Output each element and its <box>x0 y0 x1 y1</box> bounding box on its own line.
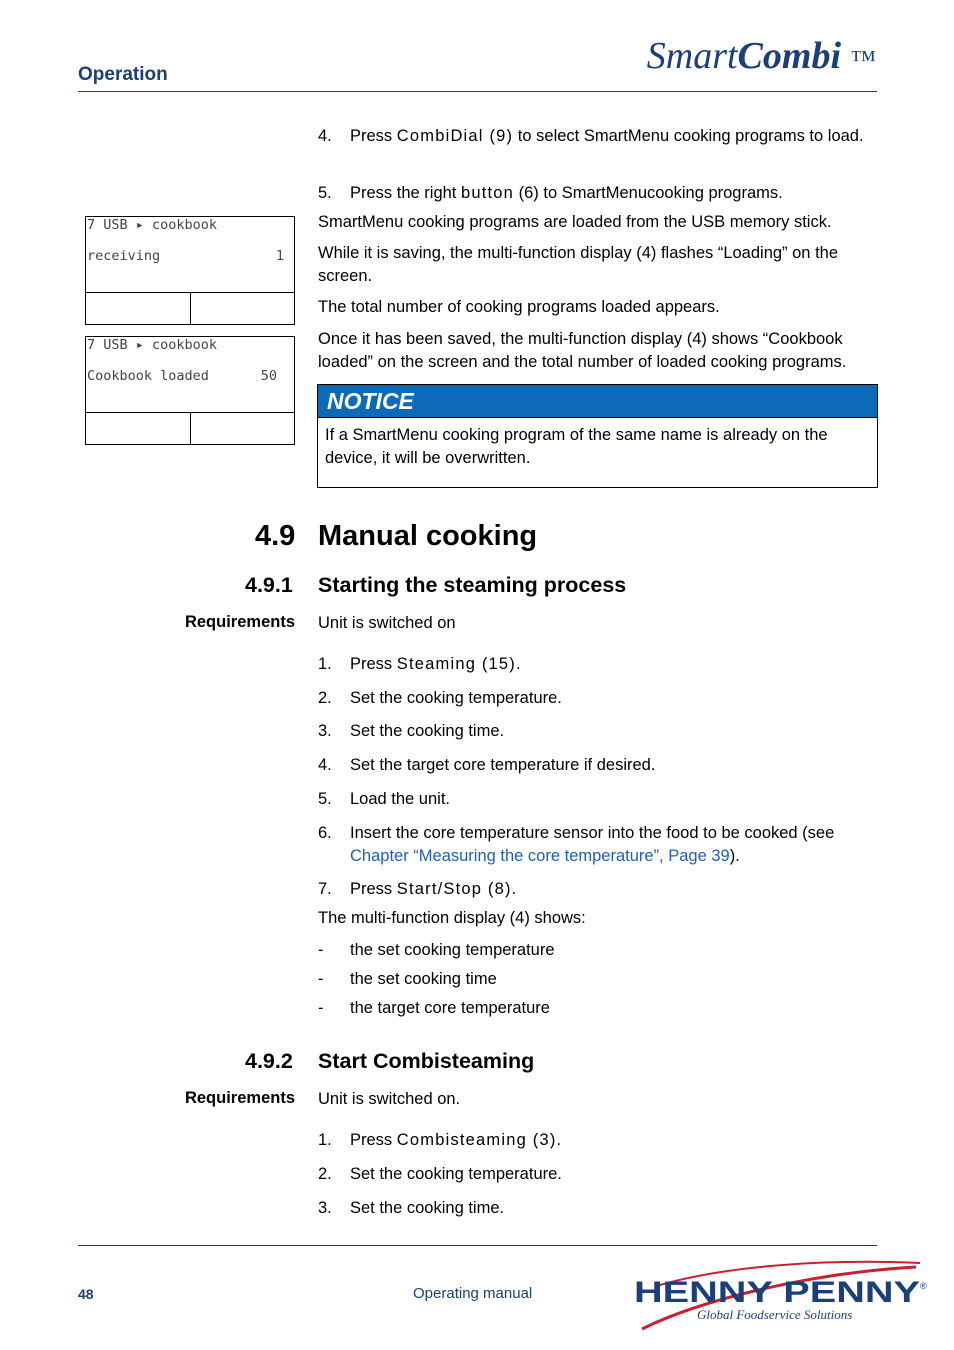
logo-registered-mark: ® <box>920 1281 927 1291</box>
step-text: Set the cooking time. <box>350 722 505 740</box>
step-item <box>318 653 878 676</box>
step-number: 2. <box>318 1165 332 1183</box>
display-line-2-label: Cookbook loaded <box>87 368 209 384</box>
bullet-text: the set cooking time <box>350 970 497 988</box>
subsection-number: 4.9.1 <box>245 573 293 597</box>
section-number: 4.9 <box>255 520 296 552</box>
subsection-title: Start Combisteaming <box>318 1049 535 1073</box>
requirements-label: Requirements <box>184 1089 295 1107</box>
result-text: The multi-function display (4) shows: <box>318 909 586 927</box>
display-line-1: 7 USB ▸ cookbook <box>87 337 218 353</box>
step-number: 6. <box>318 824 332 842</box>
step-item <box>318 822 878 867</box>
brand-title <box>647 34 876 78</box>
key-name: button <box>460 184 515 202</box>
bullet-marker: - <box>318 941 324 959</box>
section-title: Manual cooking <box>318 520 538 552</box>
step-text: Insert the core temperature sensor into the food to be cooked (see Chapter “Measuring the core temperature”, Page 39). <box>350 824 835 865</box>
softkey-right <box>190 293 295 324</box>
bullet-item <box>318 997 878 1020</box>
step-text: Load the unit. <box>350 790 450 808</box>
step-text: Press Start/Stop (8). <box>350 880 518 898</box>
display-line-2-value: 50 <box>260 368 277 384</box>
logo-tagline: Global Foodservice Solutions <box>697 1307 853 1322</box>
step-number: 1. <box>318 655 332 673</box>
display-screen <box>86 337 294 413</box>
step-text: Set the cooking temperature. <box>350 689 562 707</box>
step-item <box>318 878 878 901</box>
subsection-number: 4.9.2 <box>245 1049 293 1073</box>
display-softkeys <box>86 293 294 324</box>
display-receiving <box>85 216 295 325</box>
step-item <box>318 788 878 811</box>
display-screen <box>86 217 294 293</box>
brand-smart: Smart <box>646 35 738 77</box>
step-number: 7. <box>318 880 332 898</box>
subsection-title: Starting the steaming process <box>318 573 627 597</box>
step-number: 4. <box>318 756 332 774</box>
step-number: 3. <box>318 722 332 740</box>
smartmenu-step-5 <box>318 182 878 205</box>
display-line-2-label: receiving <box>87 248 161 264</box>
chapter-link[interactable]: Chapter “Measuring the core temperature”, Page 39 <box>350 846 730 865</box>
key-name: Steaming (15). <box>396 655 522 673</box>
display-line-2-value: 1 <box>275 248 284 264</box>
brand-combi: Combi <box>737 35 842 77</box>
key-name: Start/Stop (8). <box>396 880 518 898</box>
step-item <box>318 1197 878 1220</box>
step-number: 2. <box>318 689 332 707</box>
display-softkeys <box>86 413 294 444</box>
bullet-marker: - <box>318 999 324 1017</box>
henny-penny-logo <box>630 1255 930 1335</box>
bullet-text: the set cooking temperature <box>350 941 555 959</box>
bullet-item <box>318 939 878 962</box>
requirements-text: Unit is switched on <box>318 614 456 632</box>
step-item <box>318 720 878 743</box>
step-text: Press Combisteaming (3). <box>350 1131 563 1149</box>
notice-box <box>317 384 878 488</box>
key-name: Combisteaming (3). <box>396 1131 563 1149</box>
step-text: Press CombiDial (9) to select SmartMenu cooking programs to load. <box>350 127 864 145</box>
page-number: 48 <box>78 1286 94 1302</box>
softkey-right <box>190 413 295 444</box>
brand-trademark: ™ <box>850 45 876 74</box>
step-item <box>318 687 878 710</box>
display-cookbook-loaded <box>85 336 295 445</box>
step-text: Set the cooking temperature. <box>350 1165 562 1183</box>
step-number: 4. <box>318 127 332 145</box>
step-number: 5. <box>318 790 332 808</box>
bullet-marker: - <box>318 970 324 988</box>
paragraph: Once it has been saved, the multi-function display (4) shows “Cookbook loaded” on the screen and the total number of loaded cooking programs. <box>318 330 847 371</box>
softkey-left <box>86 413 190 444</box>
key-name: CombiDial (9) <box>396 127 514 145</box>
paragraph: The total number of cooking programs loaded appears. <box>318 298 720 316</box>
header-divider <box>78 91 877 92</box>
step-number: 1. <box>318 1131 332 1149</box>
step-number: 5. <box>318 184 332 202</box>
bullet-item <box>318 968 878 991</box>
smartmenu-step-4 <box>318 125 878 148</box>
notice-text: If a SmartMenu cooking program of the same name is already on the device, it will be overwritten. <box>325 426 828 467</box>
softkey-left <box>86 293 190 324</box>
step-item <box>318 1163 878 1186</box>
step-text: Set the target core temperature if desired. <box>350 756 656 774</box>
step-item <box>318 754 878 777</box>
logo-wordmark: HENNY PENNY <box>634 1276 920 1309</box>
document-label: Operating manual <box>413 1285 533 1302</box>
requirements-text: Unit is switched on. <box>318 1090 461 1108</box>
section-header: Operation <box>78 64 168 85</box>
display-line-1: 7 USB ▸ cookbook <box>87 217 218 233</box>
footer-divider <box>78 1245 877 1246</box>
step-text: Set the cooking time. <box>350 1199 505 1217</box>
step-text: Press Steaming (15). <box>350 655 522 673</box>
step-number: 3. <box>318 1199 332 1217</box>
paragraph: SmartMenu cooking programs are loaded from the USB memory stick. <box>318 213 832 231</box>
notice-title: NOTICE <box>318 385 877 418</box>
step-item <box>318 1129 878 1152</box>
requirements-label: Requirements <box>184 613 295 631</box>
paragraph: While it is saving, the multi-function display (4) flashes “Loading” on the screen. <box>318 244 838 285</box>
bullet-text: the target core temperature <box>350 999 550 1017</box>
step-text: Press the right button (6) to SmartMenucooking programs. <box>350 184 783 202</box>
